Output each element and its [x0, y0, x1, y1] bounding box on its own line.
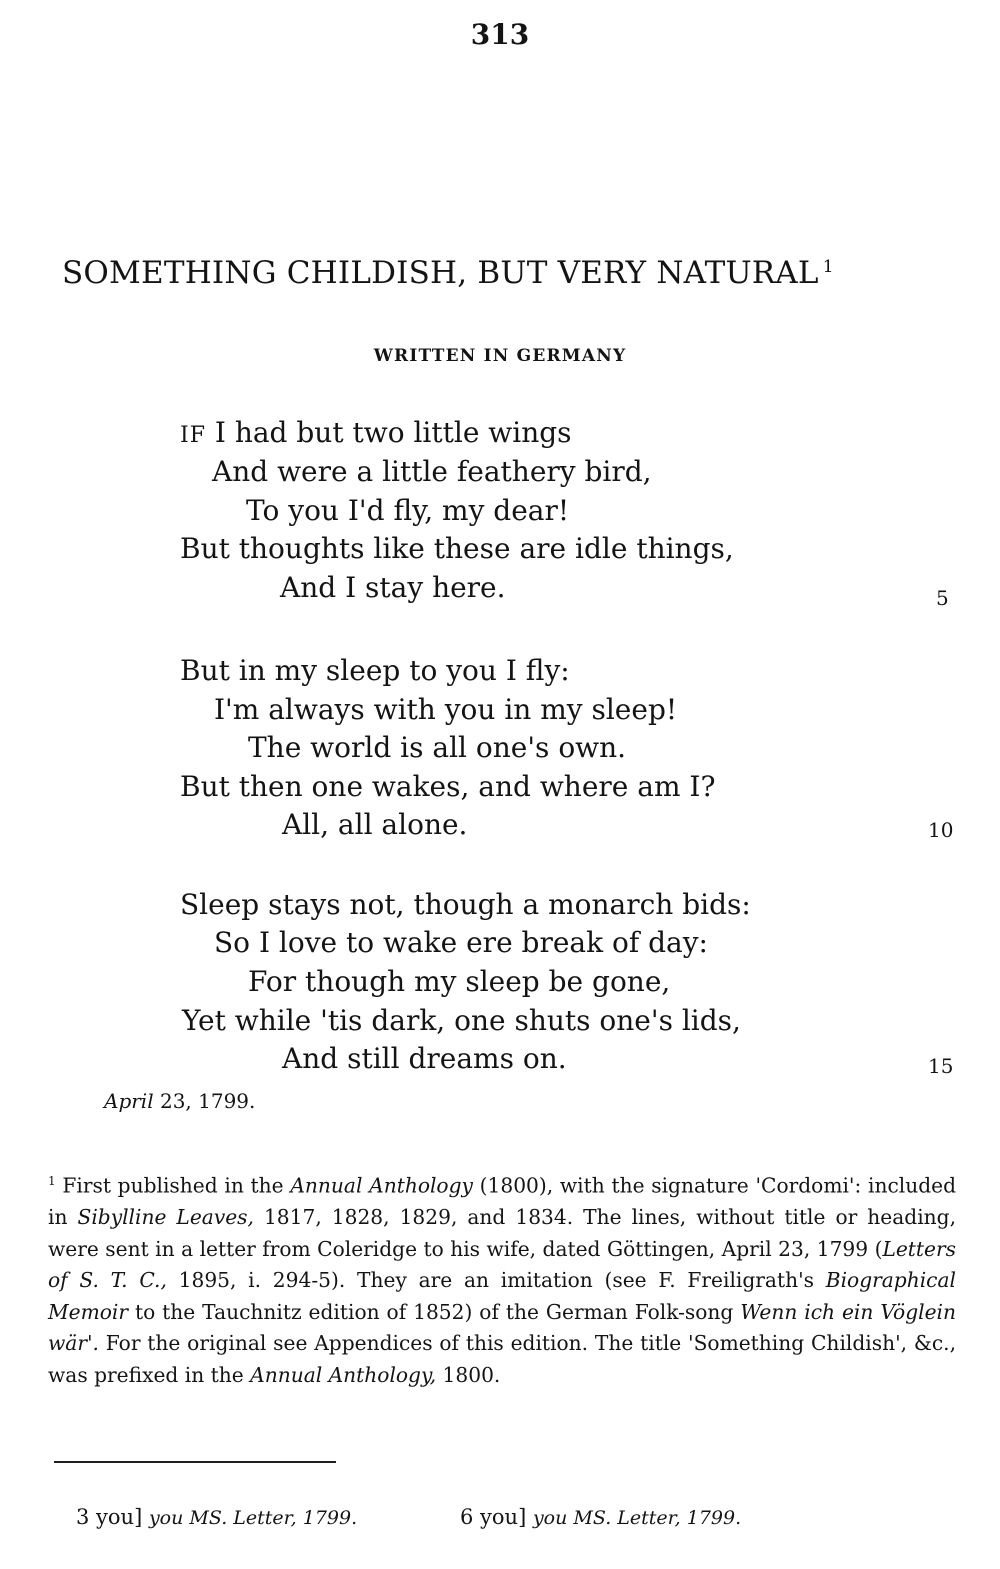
poem-line-2: And were a little feathery bird, — [212, 455, 652, 488]
poem-line-4: But thoughts like these are idle things, — [180, 532, 734, 565]
variant-note: you MS. Letter, 1799. — [532, 1507, 742, 1529]
line-number-5: 5 — [936, 586, 949, 610]
poem-line-12: So I love to wake ere break of day: — [214, 926, 708, 959]
drop-word: IF — [180, 423, 206, 448]
poem-title-text: SOMETHING CHILDISH, BUT VERY NATURAL — [62, 255, 819, 291]
poem-line-7: I'm always with you in my sleep! — [214, 693, 678, 726]
date-rest: 23, 1799. — [153, 1089, 256, 1113]
footnote-marker: 1 — [48, 1174, 56, 1188]
footnote-text-5: to the Tauchnitz edition of 1852) of the German Folk-song — [128, 1299, 741, 1324]
footnote-text-2: (1800), with the signature 'Cordomi': included in — [48, 1173, 957, 1230]
poem-line-14: Yet while 'tis dark, one shuts one's lids, — [182, 1004, 741, 1037]
line-number-15: 15 — [928, 1054, 954, 1078]
footnote-divider — [54, 1461, 336, 1463]
line-number-10: 10 — [928, 818, 954, 842]
poem-line-1-text: I had but two little wings — [205, 416, 572, 449]
poem-line-3: To you I'd fly, my dear! — [246, 494, 570, 527]
variant-note: you MS. Letter, 1799. — [148, 1507, 358, 1529]
poem-line-13: For though my sleep be gone, — [248, 965, 671, 998]
footnote-italic-4: Biographical Memoir — [48, 1268, 956, 1324]
footnote-italic-3: Letters of S. T. C., — [48, 1236, 956, 1293]
footnote-italic-2: Sibylline Leaves, — [77, 1205, 254, 1230]
footnote-italic-1: Annual Anthology — [290, 1173, 473, 1198]
footnote-italic-5: Wenn ich ein Vöglein wär'. — [48, 1299, 956, 1356]
poem-line-1 — [180, 416, 572, 449]
variant-reading-2 — [460, 1505, 741, 1529]
poem-date — [104, 1089, 255, 1113]
footnote-text-3: 1817, 1828, 1829, and 1834. The lines, without title or heading, were sent in a letter from Coleridge to his wife, dated Göttingen, April 23, 1799 ( — [48, 1205, 956, 1261]
variant-reading-1 — [76, 1505, 357, 1529]
variant-label: 6 you] — [460, 1505, 527, 1529]
title-footnote-marker: 1 — [822, 256, 834, 277]
poem-line-6: But in my sleep to you I fly: — [180, 654, 570, 687]
poem-title — [62, 255, 834, 291]
poem-line-8: The world is all one's own. — [248, 731, 627, 764]
variant-label: 3 you] — [76, 1505, 143, 1529]
poem-line-9: But then one wakes, and where am I? — [180, 770, 716, 803]
poem-line-10: All, all alone. — [282, 808, 468, 841]
footnote-italic-6: Annual Anthology, — [250, 1362, 437, 1387]
poem-line-5: And I stay here. — [280, 571, 506, 604]
footnote-text-6: For the original see Appendices of this edition. The title 'Something Childish', &c., was prefixed in the — [48, 1331, 956, 1387]
poem-subtitle: WRITTEN IN GERMANY — [373, 346, 627, 366]
date-month: April — [104, 1089, 154, 1113]
footnote-text-4: 1895, i. 294-5). They are an imitation (see F. Freiligrath's — [166, 1268, 826, 1293]
footnote-text-7: 1800. — [436, 1362, 501, 1387]
page-number: 313 — [470, 18, 530, 51]
footnote — [48, 1166, 956, 1391]
poem-line-11: Sleep stays not, though a monarch bids: — [180, 888, 751, 921]
footnote-text-1: First published in the — [55, 1173, 291, 1198]
poem-line-15: And still dreams on. — [282, 1042, 567, 1075]
